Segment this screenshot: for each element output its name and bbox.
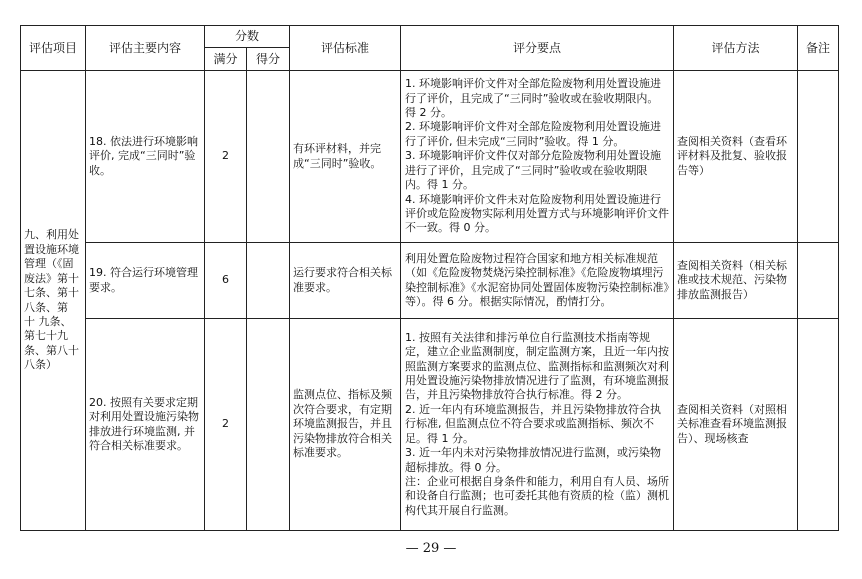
points-cell (401, 319, 674, 531)
standard-cell: 有环评材料，并完成“三同时”验收。 (290, 71, 401, 243)
full-score-cell: 6 (205, 243, 247, 319)
header-got-score: 得分 (247, 48, 290, 71)
got-score-cell (247, 319, 290, 531)
note-cell (798, 243, 839, 319)
point-item: 3. 近一年内未对污染物排放情况进行监测，或污染物超标排放。得 0 分。 (405, 446, 662, 474)
point-item: 利用处置危险废物过程符合国家和地方相关标准规范（如《危险废物焚烧污染控制标准》《危险废物填埋污染控制标准》《水泥窑协同处置固体废物污染控制标准》等）。得 6 分。根据实际情况，酌情打分。 (405, 251, 670, 308)
full-score-cell: 2 (205, 71, 247, 243)
point-item: 1. 按照有关法律和排污单位自行监测技术指南等规定，建立企业监测制度，制定监测方案，且近一年内按照监测方案要求的监测点位、监测指标和监测频次对利用处置设施污染物排放情况进行了监测，有环境监测报告，并且污染物排放符合执行标准。得 2 分。 (405, 330, 670, 402)
table-row (21, 319, 839, 531)
table-row (21, 71, 839, 243)
note-cell (798, 71, 839, 243)
point-item: 3. 环境影响评价文件仅对部分危险废物利用处置设施进行了评价，且完成了“三同时”验收或在验收期限内。得 1 分。 (405, 149, 662, 192)
content-cell: 18. 依法进行环境影响评价, 完成“三同时”验收。 (86, 71, 205, 243)
method-cell: 查阅相关资料（相关标准或技术规范、污染物排放监测报告） (674, 243, 798, 319)
method-cell: 查阅相关资料（查看环评材料及批复、验收报告等） (674, 71, 798, 243)
evaluation-table (20, 25, 839, 531)
standard-cell: 监测点位、指标及频次符合要求，有定期环境监测报告，并且污染物排放符合相关标准要求。 (290, 319, 401, 531)
header-item: 评估项目 (21, 26, 86, 71)
category-cell: 九、利用处置设施环境管理（《固废法》第十七条、第十八条、第 十 九条、第七十九条、第八十八条） (21, 71, 86, 531)
point-item: 注：企业可根据自身条件和能力，利用自有人员、场所和设备自行监测；也可委托其他有资质的检（监）测机构代其开展自行监测。 (405, 474, 670, 517)
standard-cell: 运行要求符合相关标准要求。 (290, 243, 401, 319)
header-note: 备注 (798, 26, 839, 71)
point-item: 1. 环境影响评价文件对全部危险废物利用处置设施进行了评价，且完成了“三同时”验收或在验收期限内。得 2 分。 (405, 77, 662, 120)
header-content: 评估主要内容 (86, 26, 205, 71)
page-number: — 29 — (405, 541, 457, 556)
header-score: 分数 (205, 26, 290, 48)
content-cell: 20. 按照有关要求定期对利用处置设施污染物排放进行环境监测, 并符合相关标准要求。 (86, 319, 205, 531)
got-score-cell (247, 71, 290, 243)
header-points: 评分要点 (401, 26, 674, 71)
header-full-score: 满分 (205, 48, 247, 71)
header-method: 评估方法 (674, 26, 798, 71)
note-cell (798, 319, 839, 531)
header-standard: 评估标准 (290, 26, 401, 71)
full-score-cell: 2 (205, 319, 247, 531)
table-row (21, 243, 839, 319)
point-item: 4. 环境影响评价文件未对危险废物利用处置设施进行评价或危险废物实际利用处置方式与环境影响评价文件不一致。得 0 分。 (405, 192, 670, 235)
point-item: 2. 环境影响评价文件对全部危险废物利用处置设施进行了评价, 但未完成“三同时”验收。得 1 分。 (405, 120, 662, 148)
method-cell: 查阅相关资料（对照相关标准查看环境监测报告）、现场核查 (674, 319, 798, 531)
points-cell (401, 243, 674, 319)
points-cell (401, 71, 674, 243)
content-cell: 19. 符合运行环境管理要求。 (86, 243, 205, 319)
point-item: 2. 近一年内有环境监测报告，并且污染物排放符合执行标准, 但监测点位不符合要求或监测指标、频次不足。得 1 分。 (405, 402, 662, 445)
got-score-cell (247, 243, 290, 319)
